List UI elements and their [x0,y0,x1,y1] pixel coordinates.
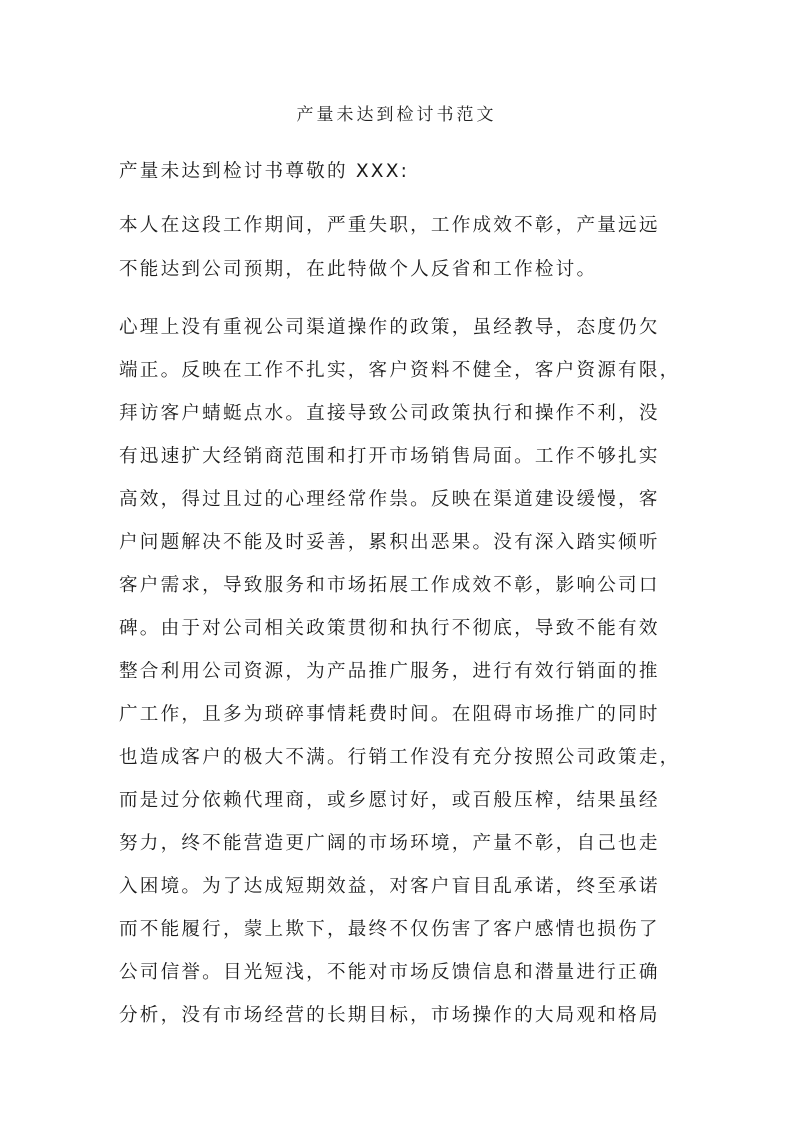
paragraph-line: 努力，终不能营造更广阔的市场环境，产量不彰，自己也走 [119,833,660,854]
document-title: 产量未达到检讨书范文 [296,105,497,125]
paragraph-line: 广工作，且多为琐碎事情耗费时间。在阻碍市场推广的同时 [119,704,660,725]
paragraph-line: 整合利用公司资源，为产品推广服务，进行有效行销面的推 [119,661,660,682]
paragraph-line: 而不能履行，蒙上欺下，最终不仅伤害了客户感情也损伤了 [119,919,660,940]
paragraph-line: 而是过分依赖代理商，或乡愿讨好，或百般压榨，结果虽经 [119,790,660,811]
paragraph-line: 客户需求，导致服务和市场拓展工作成效不彰，影响公司口 [119,575,660,596]
paragraph-line: 端正。反映在工作不扎实，客户资料不健全，客户资源有限， [119,360,681,381]
paragraph-line: 不能达到公司预期，在此特做个人反省和工作检讨。 [119,259,598,280]
paragraph-line: 本人在这段工作期间，严重失职，工作成效不彰，产量远远 [119,215,660,236]
paragraph-line: 也造成客户的极大不满。行销工作没有充分按照公司政策走， [119,747,681,768]
salutation: 产量未达到检讨书尊敬的 XXX: [119,161,410,182]
paragraph-line: 公司信誉。目光短浅，不能对市场反馈信息和潜量进行正确 [119,962,660,983]
paragraph-line: 心理上没有重视公司渠道操作的政策，虽经教导，态度仍欠 [119,317,660,338]
paragraph-line: 高效，得过且过的心理经常作祟。反映在渠道建设缓慢，客 [119,489,660,510]
paragraph-line: 有迅速扩大经销商范围和打开市场销售局面。工作不够扎实 [119,446,660,467]
paragraph-line: 入困境。为了达成短期效益，对客户盲目乱承诺，终至承诺 [119,876,660,897]
paragraph-line: 分析，没有市场经营的长期目标，市场操作的大局观和格局 [119,1005,660,1026]
paragraph-line: 拜访客户蜻蜓点水。直接导致公司政策执行和操作不利，没 [119,403,660,424]
paragraph-line: 户问题解决不能及时妥善，累积出恶果。没有深入踏实倾听 [119,532,660,553]
paragraph-line: 碑。由于对公司相关政策贯彻和执行不彻底，导致不能有效 [119,618,660,639]
